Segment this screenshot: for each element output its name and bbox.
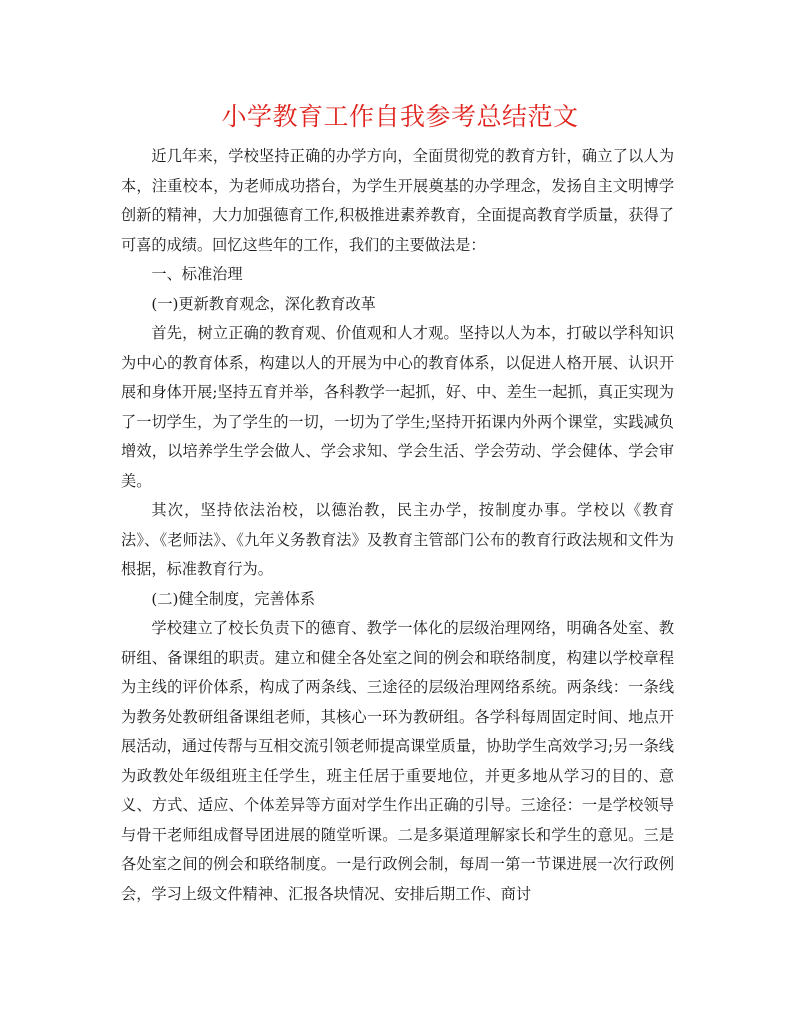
document-title: 小学教育工作自我参考总结范文 xyxy=(221,102,579,131)
body-paragraph: 其次，坚持依法治校，以德治教，民主办学，按制度办事。学校以《教育法》、《老师法》、《九年义务教育法》及教育主管部门公布的教育行政法规和文件为根据，标准教育行为。 xyxy=(121,501,674,578)
intro-paragraph: 近几年来，学校坚持正确的办学方向，全面贯彻党的教育方针，确立了以人为本，注重校本，为老师成功搭台，为学生开展奠基的办学理念，发扬自主文明博学创新的精神，大力加强德育工作,积极推进素养教育，全面提高教育学质量，获得了可喜的成绩。回忆这些年的工作，我们的主要做法是： xyxy=(121,147,674,254)
body-paragraph: 学校建立了校长负责下的德育、教学一体化的层级治理网络，明确各处室、教研组、备课组的职责。建立和健全各处室之间的例会和联络制度，构建以学校章程为主线的评价体系，构成了两条线、三途径的层级治理网络系统。两条线：一条线为教务处教研组备课组老师，其核心一环为教研组。各学科每周固定时间、地点开展活动，通过传帮与互相交流引领老师提高课堂质量，协助学生高效学习;另一条线为政教处年级组班主任学生，班主任居于重要地位，并更多地从学习的目的、意义、方式、适应、个体差异等方面对学生作出正确的引导。三途径：一是学校领导与骨干老师组成督导团进展的随堂听课。二是多渠道理解家长和学生的意见。三是各处室之间的例会和联络制度。一是行政例会制，每周一第一节课进展一次行政例会，学习上级文件精神、汇报各块情况、安排后期工作、商讨 xyxy=(121,619,674,903)
subsection-heading: (一)更新教育观念，深化教育改革 xyxy=(151,294,376,313)
document-body xyxy=(121,142,674,909)
subsection-heading: (二)健全制度，完善体系 xyxy=(151,589,316,608)
body-paragraph: 首先，树立正确的教育观、价值观和人才观。坚持以人为本，打破以学科知识为中心的教育体系，构建以人的开展为中心的教育体系，以促进人格开展、认识开展和身体开展;坚持五育并举，各科教学一起抓，好、中、差生一起抓，真正实现为了一切学生，为了学生的一切，一切为了学生;坚持开拓课内外两个课堂，实践减负增效，以培养学生学会做人、学会求知、学会生活、学会劳动、学会健体、学会审美。 xyxy=(121,324,674,490)
section-heading: 一、标准治理 xyxy=(151,265,243,283)
